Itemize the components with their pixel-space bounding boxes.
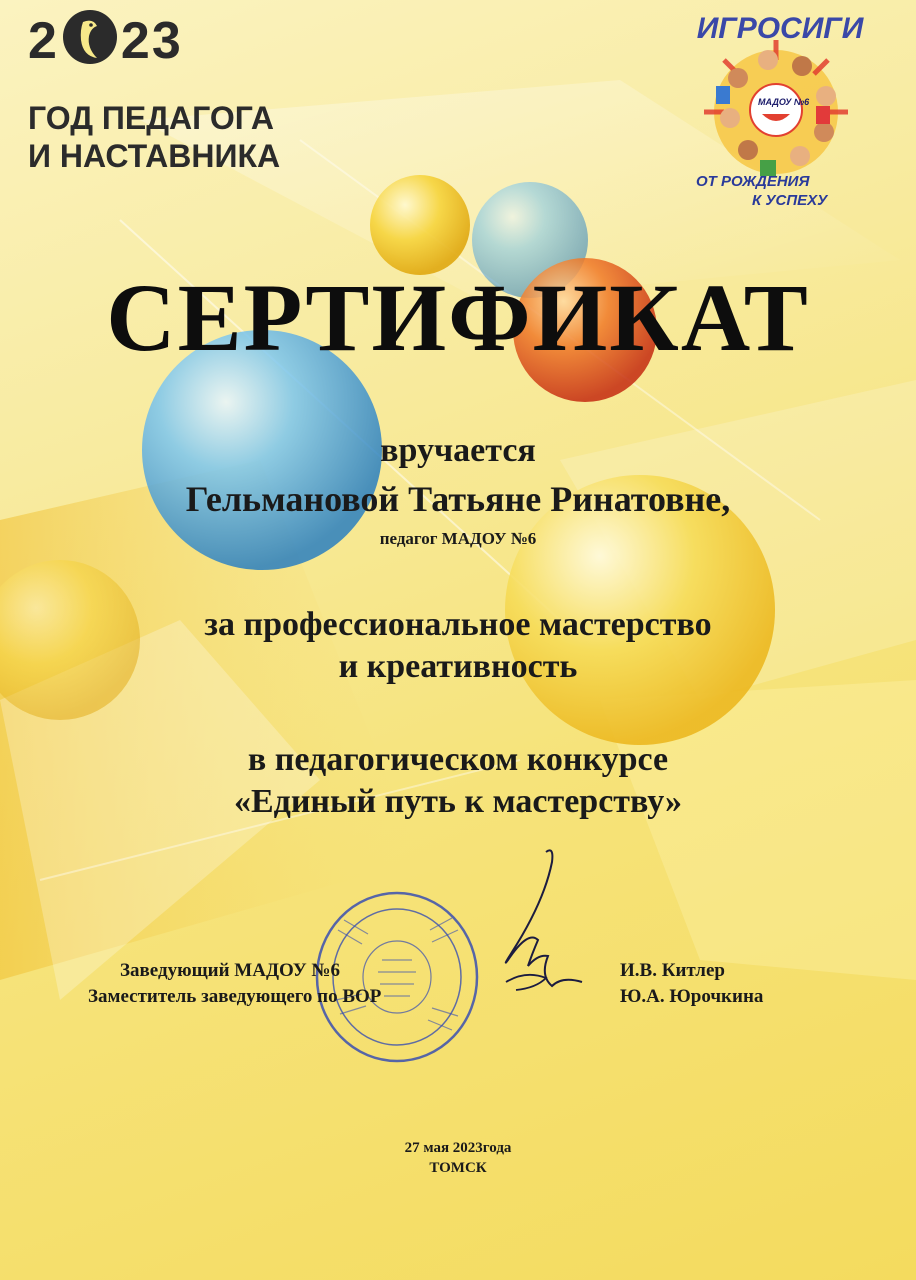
reason-line-2: и креативность [338, 648, 578, 685]
year-logo-line1: ГОД ПЕДАГОГА [28, 100, 274, 136]
handwritten-signature [486, 842, 586, 1012]
issue-city: ТОМСК [429, 1160, 487, 1176]
awarded-text: вручается [380, 432, 536, 469]
contest-line-1: в педагогическом конкурсе [247, 741, 669, 778]
issue-date: 27 мая 2023года [404, 1140, 512, 1156]
year-logo [28, 8, 183, 71]
recipient-position: педагог МАДОУ №6 [379, 529, 537, 548]
year-logo-line2: И НАСТАВНИКА [28, 138, 281, 174]
pelican-icon [61, 8, 119, 66]
signatory-1-name: И.В. Китлер [620, 960, 725, 981]
contest-line-2: «Единый путь к мастерству» [233, 783, 683, 820]
reason-line-1: за профессиональное мастерство [204, 606, 712, 643]
recipient-name: Гельмановой Татьяне Ринатовне, [185, 479, 731, 519]
kindergarten-logo-line1: ОТ РОЖДЕНИЯ [696, 173, 810, 190]
signatory-2-role: Заместитель заведующего по ВОР [88, 986, 382, 1007]
year-digits-right: 23 [120, 12, 183, 70]
kindergarten-logo-line2: К УСПЕХУ [752, 192, 828, 209]
signatory-1-role: Заведующий МАДОУ №6 [120, 960, 341, 981]
kindergarten-logo-center: МАДОУ №6 [758, 97, 810, 107]
kindergarten-logo-title: ИГРОСИГИ [696, 12, 864, 45]
certificate-title: СЕРТИФИКАТ [106, 264, 810, 371]
year-digits-left: 2 [28, 12, 59, 70]
signatory-2-name: Ю.А. Юрочкина [620, 986, 764, 1007]
